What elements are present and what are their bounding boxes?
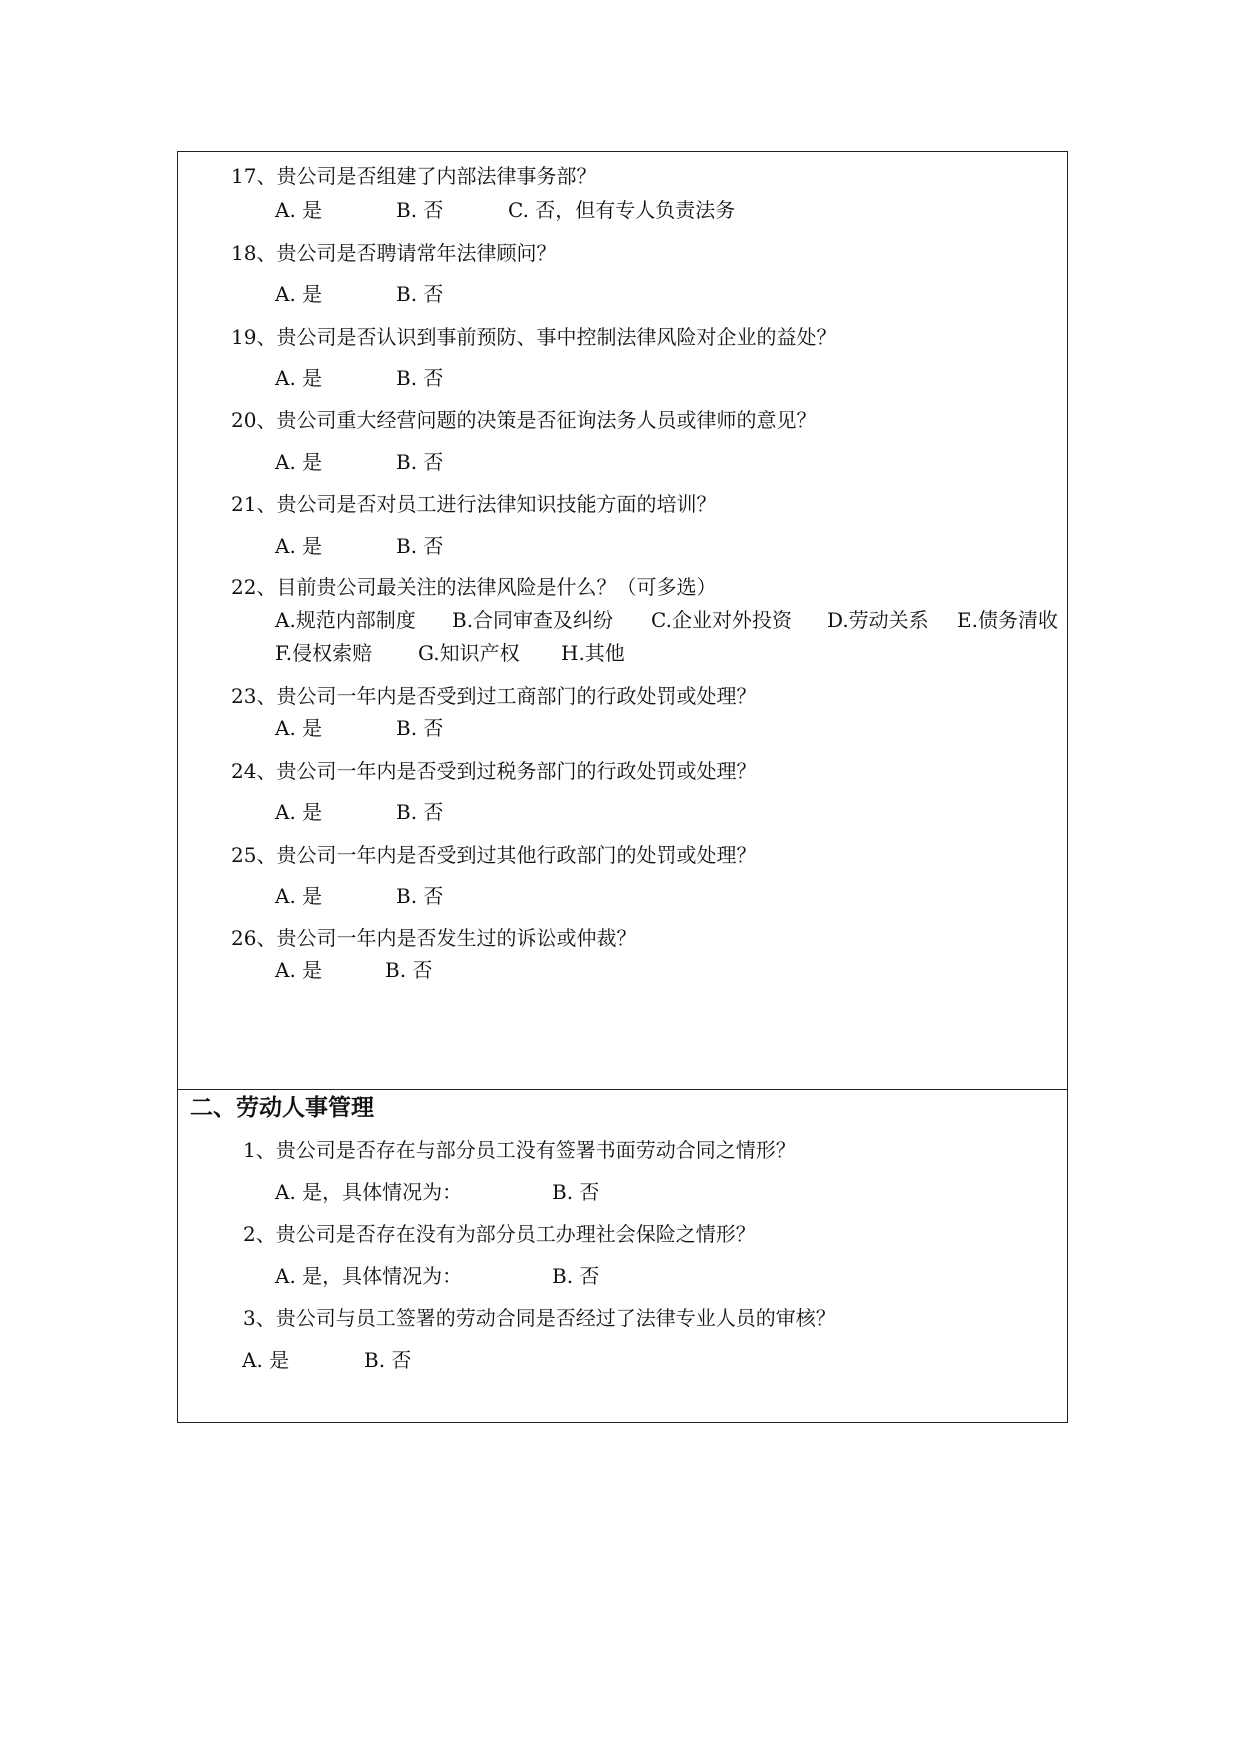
q22-option-a[interactable]: A.规范内部制度 bbox=[275, 608, 416, 632]
labor-question-1: 1、贵公司是否存在与部分员工没有签署书面劳动合同之情形？ bbox=[243, 1138, 796, 1162]
q25-option-a[interactable]: A. 是 bbox=[275, 884, 323, 908]
question-20: 20、贵公司重大经营问题的决策是否征询法务人员或律师的意见？ bbox=[231, 408, 817, 432]
q17-option-b[interactable]: B. 否 bbox=[396, 198, 444, 222]
q26-option-a[interactable]: A. 是 bbox=[275, 958, 323, 982]
labor-q1-option-a[interactable]: A. 是，具体情况为： bbox=[275, 1180, 463, 1204]
question-24: 24、贵公司一年内是否受到过税务部门的行政处罚或处理？ bbox=[231, 759, 757, 783]
section-title: 二、劳动人事管理 bbox=[190, 1095, 374, 1121]
q22-option-e[interactable]: E.债务清收 bbox=[957, 608, 1058, 632]
question-17: 17、贵公司是否组建了内部法律事务部？ bbox=[231, 164, 597, 188]
q17-option-c[interactable]: C. 否，但有专人负责法务 bbox=[508, 198, 736, 222]
q19-option-a[interactable]: A. 是 bbox=[275, 366, 323, 390]
question-25: 25、贵公司一年内是否受到过其他行政部门的处罚或处理？ bbox=[231, 843, 757, 867]
q23-option-a[interactable]: A. 是 bbox=[275, 716, 323, 740]
questionnaire-section-labor bbox=[177, 1089, 1068, 1423]
q20-option-a[interactable]: A. 是 bbox=[275, 450, 323, 474]
question-26: 26、贵公司一年内是否发生过的诉讼或仲裁？ bbox=[231, 926, 637, 950]
q21-option-a[interactable]: A. 是 bbox=[275, 534, 323, 558]
q26-option-b[interactable]: B. 否 bbox=[385, 958, 433, 982]
q22-option-d[interactable]: D.劳动关系 bbox=[827, 608, 929, 632]
q20-option-b[interactable]: B. 否 bbox=[396, 450, 444, 474]
labor-question-3: 3、贵公司与员工签署的劳动合同是否经过了法律专业人员的审核？ bbox=[243, 1306, 836, 1330]
question-21: 21、贵公司是否对员工进行法律知识技能方面的培训？ bbox=[231, 492, 717, 516]
q22-option-h[interactable]: H.其他 bbox=[561, 641, 625, 665]
q25-option-b[interactable]: B. 否 bbox=[396, 884, 444, 908]
q17-option-a[interactable]: A. 是 bbox=[275, 198, 323, 222]
q19-option-b[interactable]: B. 否 bbox=[396, 366, 444, 390]
q18-option-b[interactable]: B. 否 bbox=[396, 282, 444, 306]
q18-option-a[interactable]: A. 是 bbox=[275, 282, 323, 306]
labor-q3-option-b[interactable]: B. 否 bbox=[364, 1348, 412, 1372]
labor-q2-option-a[interactable]: A. 是，具体情况为： bbox=[275, 1264, 463, 1288]
question-19: 19、贵公司是否认识到事前预防、事中控制法律风险对企业的益处？ bbox=[231, 325, 837, 349]
q21-option-b[interactable]: B. 否 bbox=[396, 534, 444, 558]
labor-q1-option-b[interactable]: B. 否 bbox=[552, 1180, 600, 1204]
questionnaire-section-legal bbox=[177, 151, 1068, 1090]
q22-option-c[interactable]: C.企业对外投资 bbox=[651, 608, 792, 632]
q22-option-f[interactable]: F.侵权索赔 bbox=[275, 641, 373, 665]
q22-option-b[interactable]: B.合同审查及纠纷 bbox=[452, 608, 614, 632]
question-18: 18、贵公司是否聘请常年法律顾问？ bbox=[231, 241, 557, 265]
q24-option-a[interactable]: A. 是 bbox=[275, 800, 323, 824]
labor-q3-option-a[interactable]: A. 是 bbox=[242, 1348, 290, 1372]
q22-option-g[interactable]: G.知识产权 bbox=[418, 641, 520, 665]
question-23: 23、贵公司一年内是否受到过工商部门的行政处罚或处理？ bbox=[231, 684, 757, 708]
labor-question-2: 2、贵公司是否存在没有为部分员工办理社会保险之情形？ bbox=[243, 1222, 756, 1246]
q23-option-b[interactable]: B. 否 bbox=[396, 716, 444, 740]
question-22: 22、目前贵公司最关注的法律风险是什么？（可多选） bbox=[231, 575, 717, 599]
labor-q2-option-b[interactable]: B. 否 bbox=[552, 1264, 600, 1288]
q24-option-b[interactable]: B. 否 bbox=[396, 800, 444, 824]
